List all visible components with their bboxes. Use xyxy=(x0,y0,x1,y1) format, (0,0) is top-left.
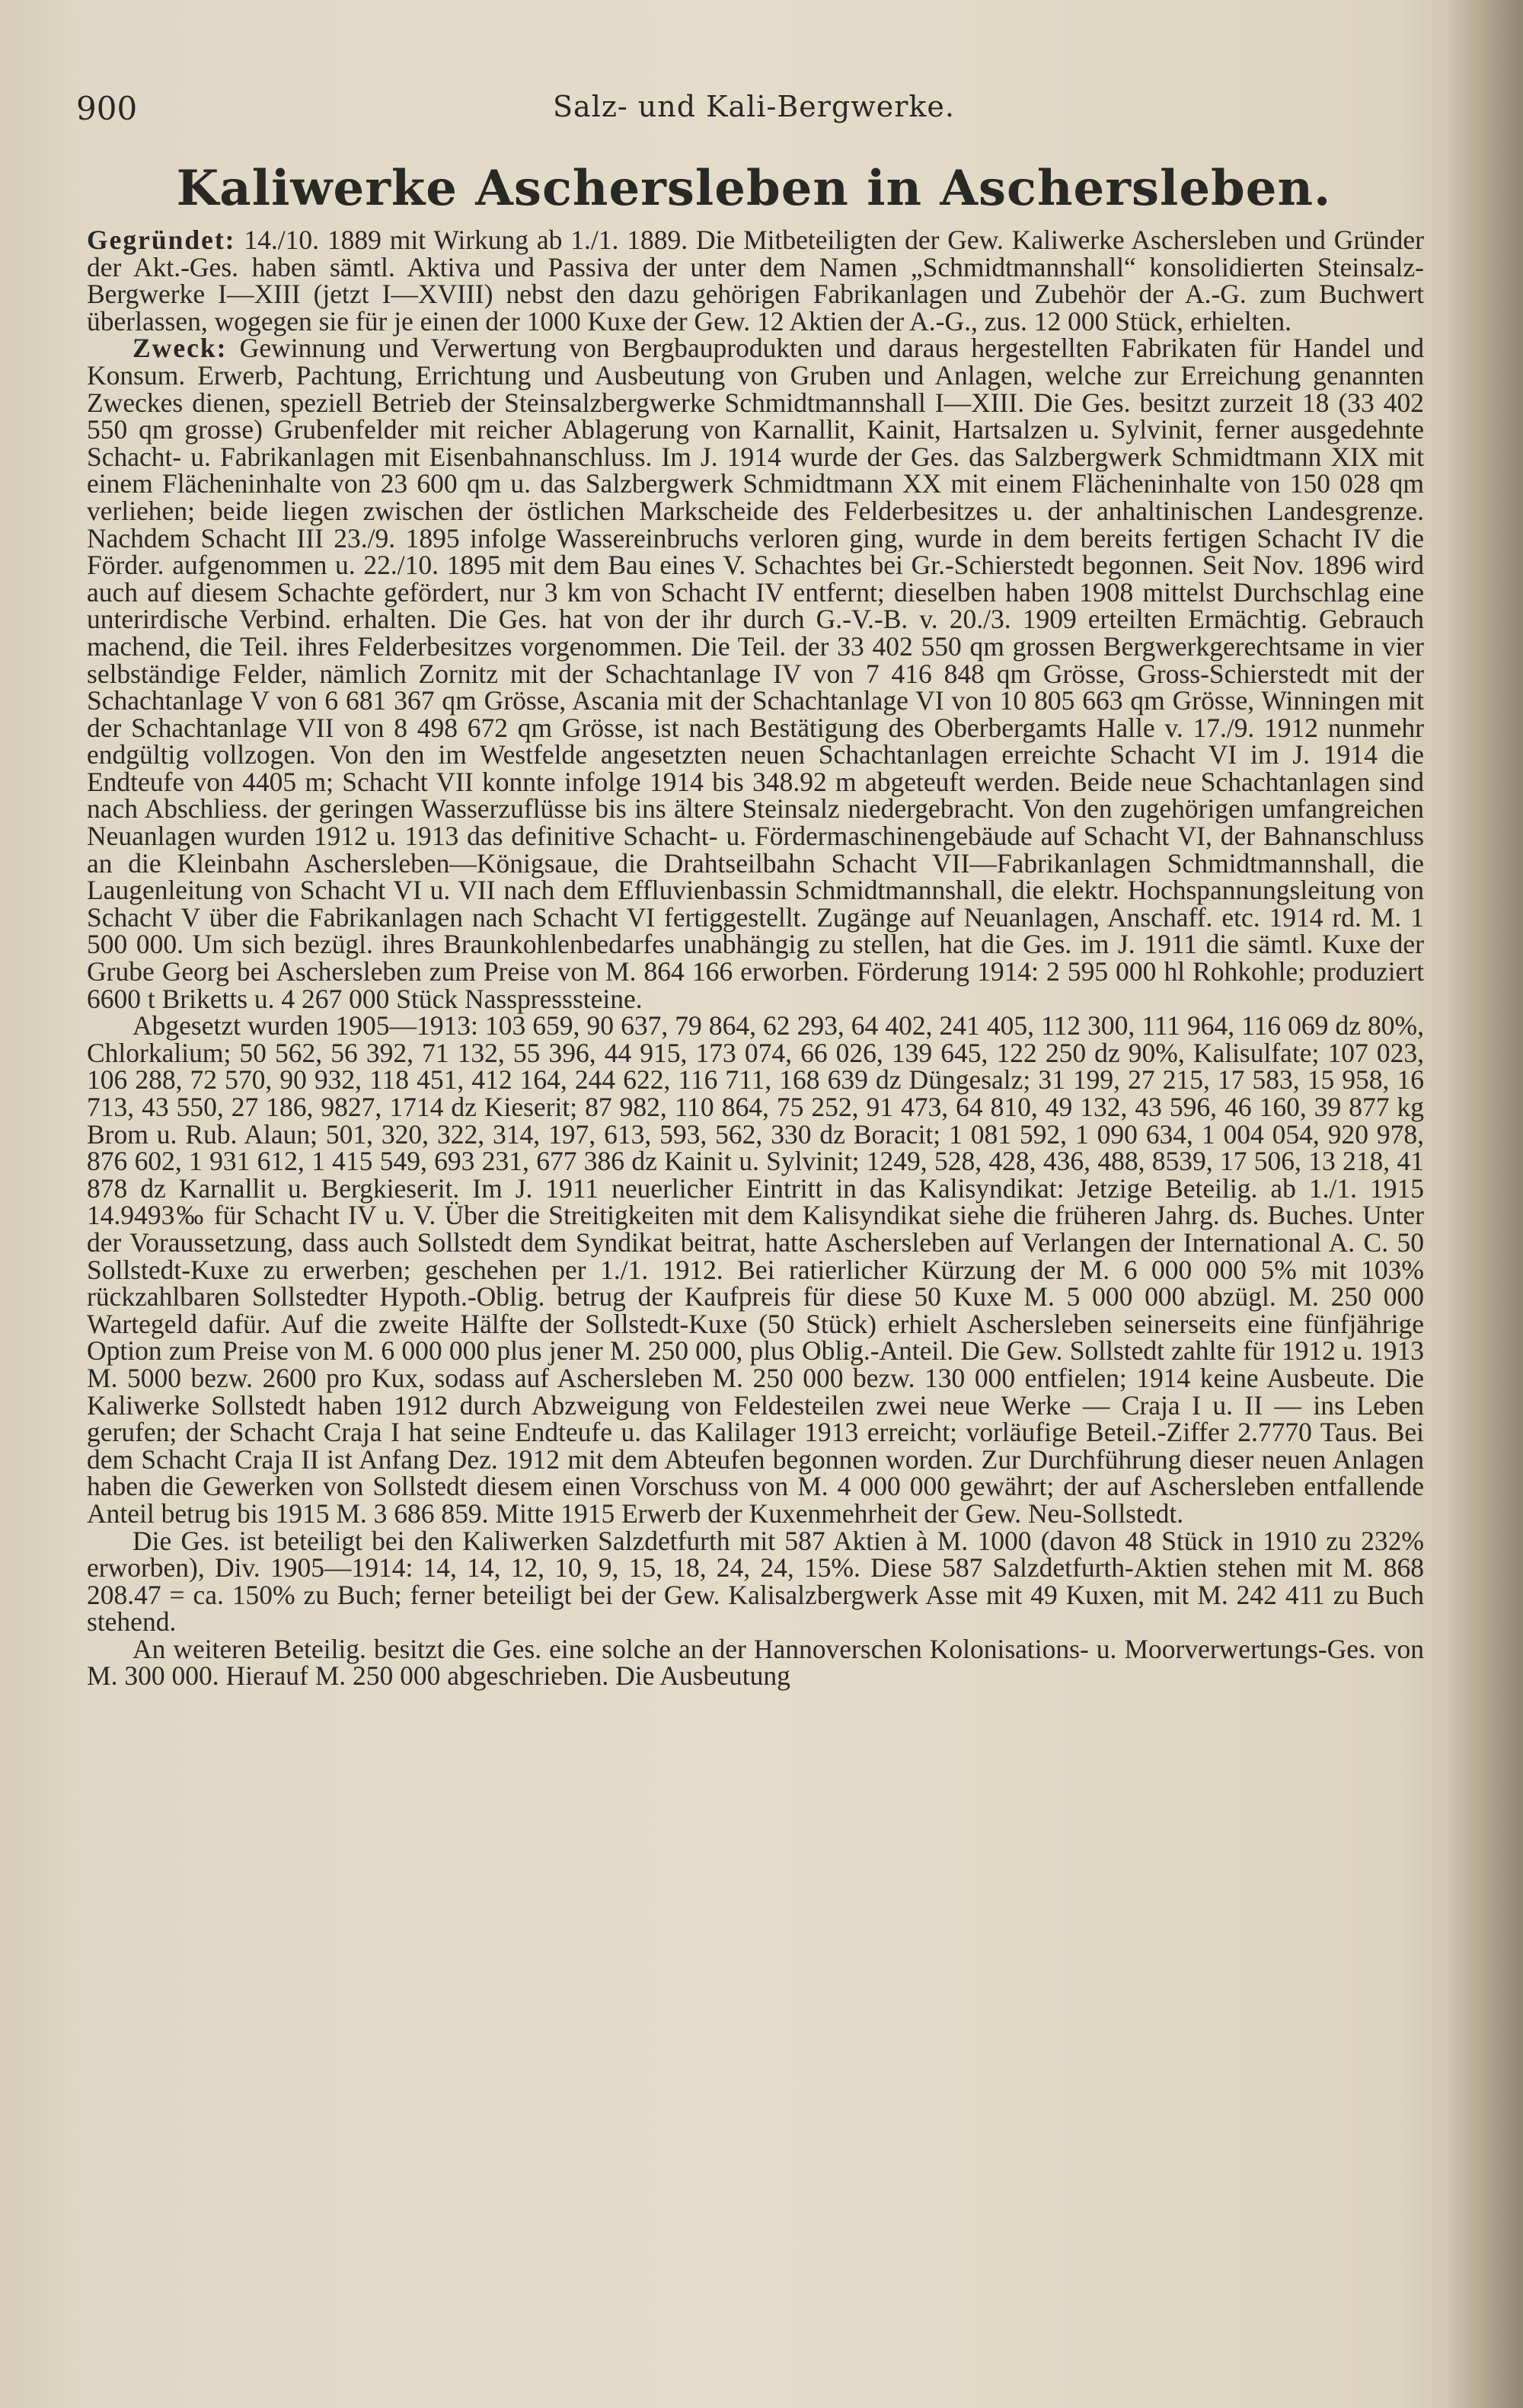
page-header xyxy=(76,90,1432,136)
page-edge-shadow xyxy=(1447,0,1523,2408)
article-title: Kaliwerke Aschersleben in Aschersleben. xyxy=(176,160,1332,217)
paragraph-sales xyxy=(87,1010,1424,1529)
paragraph-founded xyxy=(87,227,1424,335)
label-purpose: Zweck: xyxy=(133,333,228,364)
page-number: 900 xyxy=(76,90,138,127)
paragraph-purpose xyxy=(87,335,1424,1013)
paragraph-further-holdings xyxy=(87,1633,1424,1692)
running-head: Salz- und Kali-Bergwerke. xyxy=(553,90,955,123)
paragraph-holdings xyxy=(87,1525,1424,1638)
paragraph-text: Abgesetzt wurden 1905—1913: 103 659, 90 637, 79 864, 62 293, 64 402, 241 405, 112 300, 111 964, 116 069 dz 80%, Chlorkalium; 50 562, 56 392, 71 132, 55 396, 44 915, 173 074, 66 026, 139 645, 122 250 dz 90%, Kalisulfate; 107 023, 106 288, 72 570, 90 932, 118 451, 412 164, 244 622, 116 711, 168 639 dz Düngesalz; 31 199, 27 215, 17 583, 15 958, 16 713, 43 550, 27 186, 9827, 1714 dz Kieserit; 87 982, 110 864, 75 252, 91 473, 64 810, 49 132, 43 596, 46 160, 39 877 kg Brom u. Rub. Alaun; 501, 320, 322, 314, 197, 613, 593, 562, 330 dz Boracit; 1 081 592, 1 090 634, 1 004 054, 920 978, 876 602, 1 931 612, 1 415 549, 693 231, 677 386 dz Kainit u. Sylvinit; 1249, 528, 428, 436, 488, 8539, 17 506, 13 218, 41 878 dz Karnallit u. Bergkieserit. Im J. 1911 neuerlicher Eintritt in das Kalisyndikat: Jetzige Beteilig. ab 1./1. 1915 14.9493‰ für Schacht IV u. V. Über die Streitigkeiten mit dem Kalisyndikat siehe die früheren Jahrg. ds. Buches. Unter der Voraussetzung, dass auch Sollstedt dem Syndikat beitrat, hatte Aschersleben auf Verlangen der International A. C. 50 Sollstedt-Kuxe zu erwerben; geschehen per 1./1. 1912. Bei ratierlicher Kürzung der M. 6 000 000 5% mit 103% rückzahlbaren Sollstedter Hypoth.-Oblig. betrug der Kaufpreis für diese 50 Kuxe M. 5 000 000 abzügl. M. 250 000 Wartegeld dafür. Auf die zweite Hälfte der Sollstedt-Kuxe (50 Stück) erhielt Aschersleben seinerseits eine fünfjährige Option zum Preise von M. 6 000 000 plus jener M. 250 000, plus Oblig.-Anteil. Die Gew. Sollstedt zahlte für 1912 u. 1913 M. 5000 bezw. 2600 pro Kux, sodass auf Aschersleben M. 250 000 bezw. 130 000 entfielen; 1914 keine Ausbeute. Die Kaliwerke Sollstedt haben 1912 durch Abzweigung von Feldesteilen zwei neue Werke — Craja I u. II — ins Leben gerufen; der Schacht Craja I hat seine Endteufe u. das Kalilager 1913 erreicht; vorläufige Beteil.-Ziffer 2.7770 Taus. Bei dem Schacht Craja II ist Anfang Dez. 1912 mit dem Abteufen begonnen worden. Zur Durchführung dieser neuen Anlagen haben die Gewerken von Sollstedt diesem einen Vorschuss von M. 4 000 000 gewährt; der auf Aschersleben entfallende Anteil betrug bis 1915 M. 3 686 859. Mitte 1915 Erwerb der Kuxenmehrheit der Gew. Neu-Sollstedt. xyxy=(87,1010,1424,1529)
paragraph-text: 14./10. 1889 mit Wirkung ab 1./1. 1889. Die Mitbeteiligten der Gew. Kaliwerke Aschersleben und Gründer der Akt.-Ges. haben sämtl. Aktiva und Passiva der unter dem Namen „Schmidtmannshall“ konsolidierten Steinsalz-Bergwerke I—XIII (jetzt I—XVIII) nebst den dazu gehörigen Fabrikanlagen und Zubehör der A.-G. zum Buchwert überlassen, wogegen sie für je einen der 1000 Kuxe der Gew. 12 Aktien der A.-G., zus. 12 000 Stück, erhielten. xyxy=(87,225,1424,336)
paragraph-text: Gewinnung und Verwertung von Bergbauprodukten und daraus hergestellten Fabrikaten für Handel und Konsum. Erwerb, Pachtung, Errichtung und Ausbeutung von Gruben und Anlagen, welche zur Erreichung genannten Zweckes dienen, speziell Betrieb der Steinsalzbergwerke Schmidtmannshall I—XIII. Die Ges. besitzt zurzeit 18 (33 402 550 qm grosse) Grubenfelder mit reicher Ablagerung von Karnallit, Kainit, Hartsalzen u. Sylvinit, ferner ausgedehnte Schacht- u. Fabrikanlagen mit Eisenbahnanschluss. Im J. 1914 wurde der Ges. das Salzbergwerk Schmidtmann XIX mit einem Flächeninhalte von 23 600 qm u. das Salzbergwerk Schmidtmann XX mit einem Flächeninhalte von 150 028 qm verliehen; beide liegen zwischen der östlichen Markscheide des Felderbesitzes u. der anhaltinischen Landesgrenze. Nachdem Schacht III 23./9. 1895 infolge Wassereinbruchs verloren ging, wurde in dem bereits fertigen Schacht IV die Förder. aufgenommen u. 22./10. 1895 mit dem Bau eines V. Schachtes bei Gr.-Schierstedt begonnen. Seit Nov. 1896 wird auch auf diesem Schachte gefördert, nur 3 km von Schacht IV entfernt; dieselben haben 1908 mittelst Durchschlag eine unterirdische Verbind. erhalten. Die Ges. hat von der ihr durch G.-V.-B. v. 20./3. 1909 erteilten Ermächtig. Gebrauch machend, die Teil. ihres Felderbesitzes vorgenommen. Die Teil. der 33 402 550 qm grossen Bergwerkgerechtsame in vier selbständige Felder, nämlich Zornitz mit der Schachtanlage IV von 7 416 848 qm Grösse, Gross-Schierstedt mit der Schachtanlage V von 6 681 367 qm Grösse, Ascania mit der Schachtanlage VI von 10 805 663 qm Grösse, Winningen mit der Schachtanlage VII von 8 498 672 qm Grösse, ist nach Bestätigung des Oberbergamts Halle v. 17./9. 1912 nunmehr endgültig vollzogen. Von den im Westfelde angesetzten neuen Schachtanlagen erreichte Schacht VI im J. 1914 die Endteufe von 4405 m; Schacht VII konnte infolge 1914 bis 348.92 m abgeteuft werden. Beide neue Schachtanlagen sind nach Abschliess. der geringen Wasserzuflüsse bis ins ältere Steinsalz niedergebracht. Von den zugehörigen umfangreichen Neuanlagen wurden 1912 u. 1913 das definitive Schacht- u. Fördermaschinengebäude auf Schacht VI, der Bahnanschluss an die Kleinbahn Aschersleben—Königsaue, die Drahtseilbahn Schacht VII—Fabrikanlagen Schmidtmannshall, die Laugenleitung von Schacht VI u. VII nach dem Effluvienbassin Schmidtmannshall, die elektr. Hochspannungsleitung von Schacht V über die Fabrikanlagen nach Schacht VI fertiggestellt. Zugänge auf Neuanlagen, Anschaff. etc. 1914 rd. M. 1 500 000. Um sich bezügl. ihres Braunkohlenbedarfes unabhängig zu stellen, hat die Ges. im J. 1911 die sämtl. Kuxe der Grube Georg bei Aschersleben zum Preise von M. 864 166 erworben. Förderung 1914: 2 595 000 hl Rohkohle; produziert 6600 t Briketts u. 4 267 000 Stück Nasspresssteine. xyxy=(87,333,1424,1014)
article-body xyxy=(87,227,1424,1690)
paragraph-text: An weiteren Beteilig. besitzt die Ges. eine solche an der Hannoverschen Kolonisations- u. Moorverwertungs-Ges. von M. 300 000. Hierauf M. 250 000 abgeschrieben. Die Ausbeutung xyxy=(87,1633,1424,1692)
label-founded: Gegründet: xyxy=(87,225,236,255)
paragraph-text: Die Ges. ist beteiligt bei den Kaliwerken Salzdetfurth mit 587 Aktien à M. 1000 (davon 48 Stück in 1910 zu 232% erworben), Div. 1905—1914: 14, 14, 12, 10, 9, 15, 18, 24, 24, 15%. Diese 587 Salzdetfurth-Aktien stehen mit M. 868 208.47 = ca. 150% zu Buch; ferner beteiligt bei der Gew. Kalisalzbergwerk Asse mit 49 Kuxen, mit M. 242 411 zu Buch stehend. xyxy=(87,1525,1424,1638)
